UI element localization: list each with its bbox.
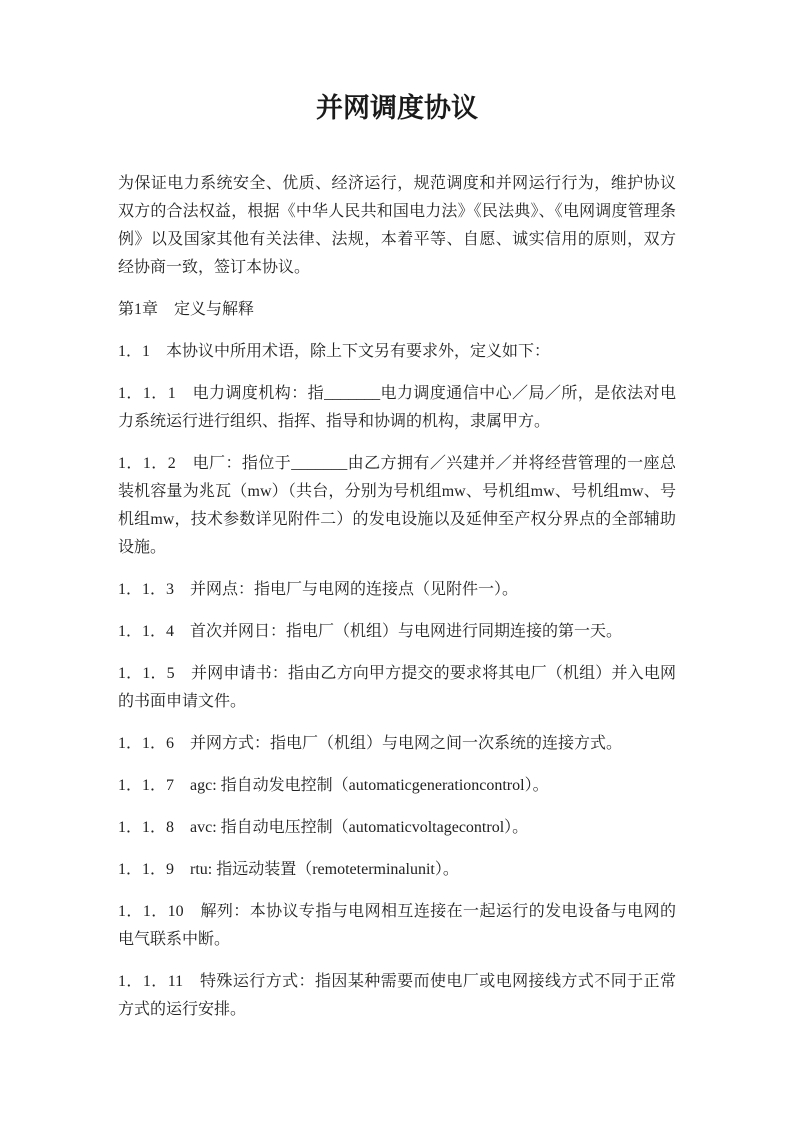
document-title: 并网调度协议 bbox=[316, 93, 478, 123]
paragraph: 1．1．9 rtu: 指远动装置（remoteterminalunit）。 bbox=[118, 861, 459, 878]
paragraph: 1．1．6 并网方式：指电厂（机组）与电网之间一次系统的连接方式。 bbox=[118, 735, 623, 752]
paragraph: 为保证电力系统安全、优质、经济运行，规范调度和并网运行行为，维护协议双方的合法权益，根据《中华人民共和国电力法》《民法典》、《电网调度管理条例》以及国家其他有关法律、法规，本着平等、自愿、诚实信用的原则，双方经协商一致，签订本协议。 bbox=[118, 175, 676, 276]
paragraph: 1．1．5 并网申请书：指由乙方向甲方提交的要求将其电厂（机组）并入电网的书面申请文件。 bbox=[118, 665, 676, 710]
paragraph: 1．1．7 agc: 指自动发电控制（automaticgenerationcontrol）。 bbox=[118, 777, 549, 794]
paragraph: 1．1．3 并网点：指电厂与电网的连接点（见附件一）。 bbox=[118, 581, 519, 598]
paragraph: 1．1．1 电力调度机构：指_______电力调度通信中心／局／所，是依法对电力系统运行进行组织、指挥、指导和协调的机构，隶属甲方。 bbox=[118, 385, 676, 430]
paragraph: 1．1 本协议中所用术语，除上下文另有要求外，定义如下： bbox=[118, 343, 551, 360]
paragraph: 1．1．10 解列：本协议专指与电网相互连接在一起运行的发电设备与电网的电气联系中断。 bbox=[118, 903, 676, 948]
paragraph: 1．1．4 首次并网日：指电厂（机组）与电网进行同期连接的第一天。 bbox=[118, 623, 623, 640]
paragraph: 1．1．8 avc: 指自动电压控制（automaticvoltagecontrol）。 bbox=[118, 819, 529, 836]
document-body bbox=[118, 170, 676, 1024]
section-heading: 第1章 定义与解释 bbox=[118, 301, 255, 318]
paragraph: 1．1．2 电厂：指位于_______由乙方拥有／兴建并／并将经营管理的一座总装机容量为兆瓦（mw）（共台，分别为号机组mw、号机组mw、号机组mw、号机组mw，技术参数详见附件二）的发电设施以及延伸至产权分界点的全部辅助设施。 bbox=[118, 455, 676, 556]
paragraph: 1．1．11 特殊运行方式：指因某种需要而使电厂或电网接线方式不同于正常方式的运行安排。 bbox=[118, 973, 676, 1018]
